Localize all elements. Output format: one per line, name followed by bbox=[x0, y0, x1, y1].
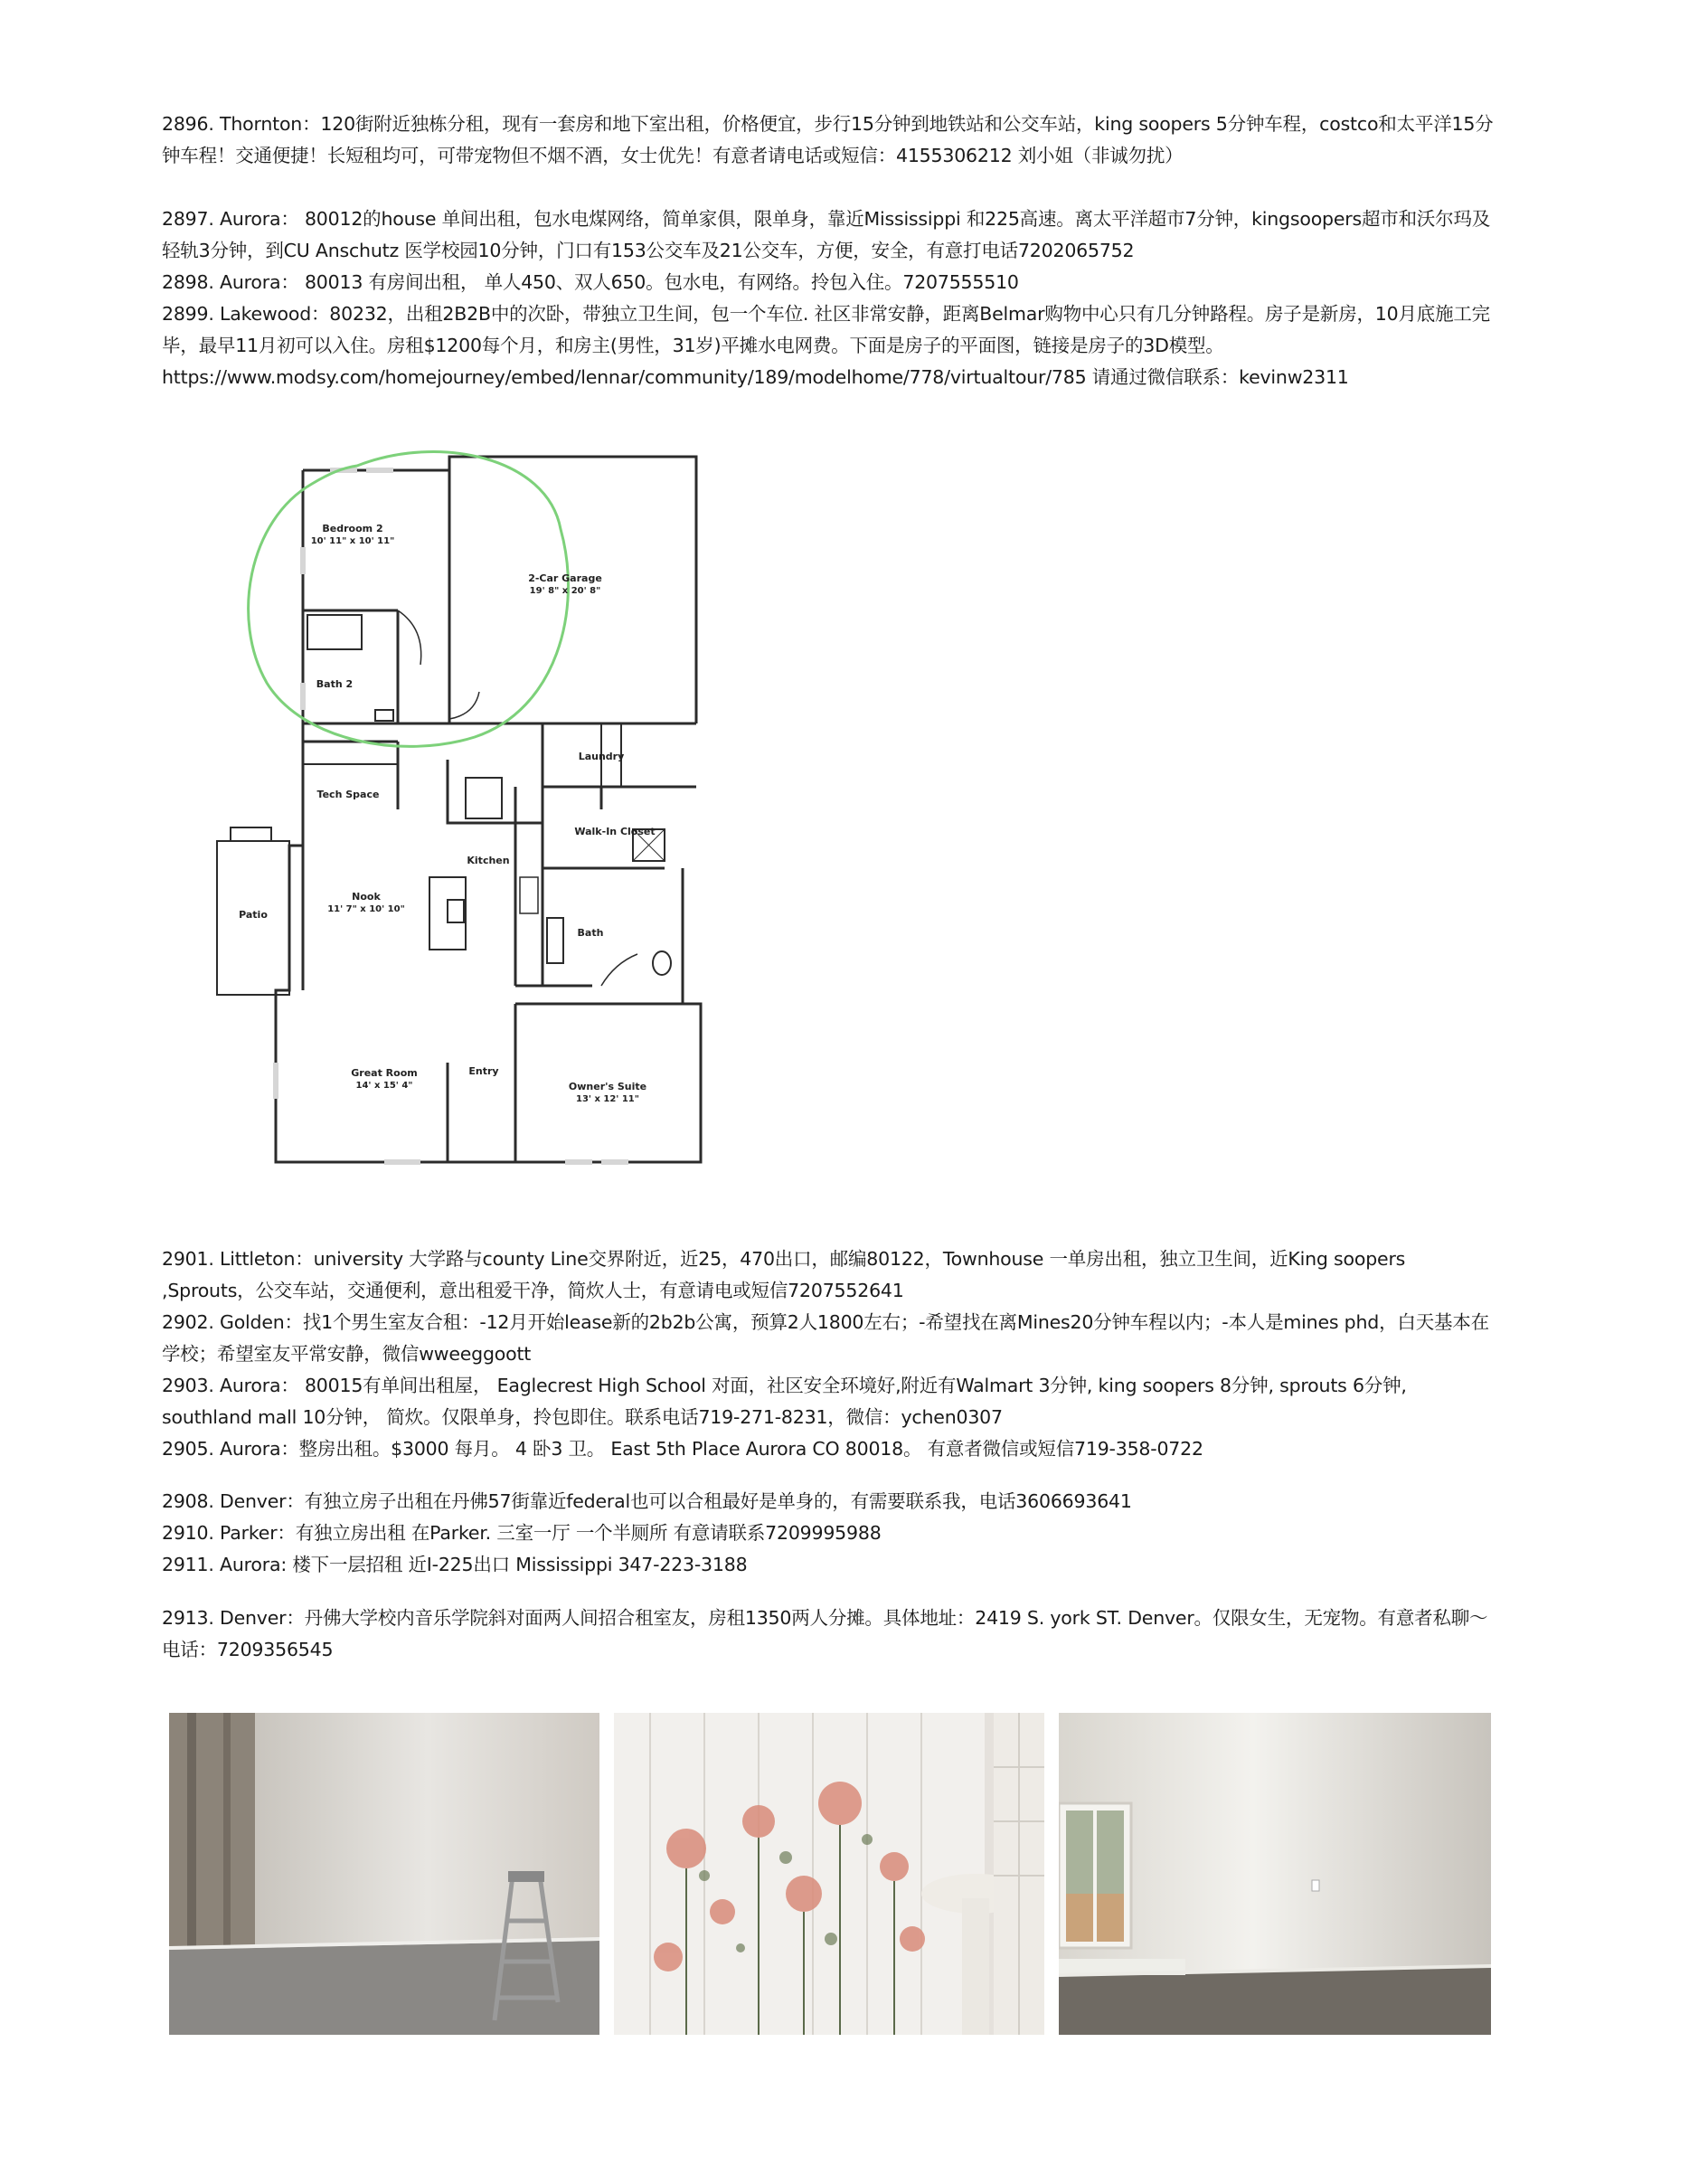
label-owners-suite-size: 13' x 12' 11" bbox=[576, 1094, 639, 1104]
label-walkin-closet: Walk-In Closet bbox=[574, 826, 656, 837]
listing-2908: 2908. Denver：有独立房子出租在丹佛57街靠近federal也可以合租最好是单身的，有需要联系我，电话3606693641 bbox=[162, 1490, 1132, 1512]
listing-2911: 2911. Aurora: 楼下一层招租 近I-225出口 Mississippi 347-223-3188 bbox=[162, 1554, 748, 1575]
photo-bathroom-shower-curtain bbox=[614, 1713, 1044, 2035]
listing-2897: 2897. Aurora： 80012的house 单间出租，包水电煤网络，简单家俱，限单身，靠近Mississippi 和225高速。离太平洋超市7分钟，kingsoopers超市和沃尔玛及轻轨3分钟，到CU Anschutz 医学校园10分钟，门口有153公交车及21公交车，方便，安全，有意打电话7202065752 bbox=[162, 208, 1491, 261]
label-bedroom2: Bedroom 2 bbox=[322, 523, 383, 534]
label-bath2: Bath 2 bbox=[316, 678, 354, 690]
photo-empty-room-ladder bbox=[169, 1713, 599, 2035]
label-great-room-size: 14' x 15' 4" bbox=[355, 1081, 413, 1091]
listing-2899: 2899. Lakewood：80232，出租2B2B中的次卧，带独立卫生间，包一个车位. 社区非常安静，距离Belmar购物中心只有几分钟路程。房子是新房，10月底施工完毕，最早11月初可以入住。房租$1200每个月，和房主(男性，31岁)平摊水电网费。下面是房子的平面图，链接是房子的3D模型。https://www.modsy.com/homejourney/embed/lennar/community/189/modelhome/778/virtualtour/785 请通过微信联系：kevinw2311 bbox=[162, 303, 1490, 388]
highlight-circle bbox=[249, 452, 569, 747]
label-nook-size: 11' 7" x 10' 10" bbox=[327, 904, 405, 914]
listing-2903: 2903. Aurora： 80015有单间出租屋， Eaglecrest High School 对面，社区安全环境好,附近有Walmart 3分钟, king soopers 8分钟, sprouts 6分钟, southland mall 10分钟， 简炊。仅限单身，拎包即住。联系电话719-271-8231，微信：ychen0307 bbox=[162, 1375, 1407, 1428]
label-owners-suite: Owner's Suite bbox=[568, 1081, 647, 1092]
listing-2901: 2901. Littleton：university 大学路与county Line交界附近，近25，470出口，邮编80122，Townhouse 一单房出租，独立卫生间，近King soopers ,Sprouts，公交车站，交通便利，意出租爱干净，简炊人士，有意请电或短信7207552641 bbox=[162, 1248, 1406, 1301]
label-patio: Patio bbox=[239, 909, 268, 921]
floor-plan-image bbox=[203, 448, 710, 1189]
listing-2898: 2898. Aurora： 80013 有房间出租， 单人450、双人650。包水电，有网络。拎包入住。7207555510 bbox=[162, 271, 1019, 293]
listing-2913: 2913. Denver：丹佛大学校内音乐学院斜对面两人间招合租室友，房租1350两人分摊。具体地址：2419 S. york ST. Denver。仅限女生，无宠物。有意者私聊～电话：7209356545 bbox=[162, 1607, 1488, 1660]
label-laundry: Laundry bbox=[578, 751, 625, 762]
label-great-room: Great Room bbox=[351, 1067, 418, 1079]
label-kitchen: Kitchen bbox=[467, 855, 510, 866]
label-tech-space: Tech Space bbox=[316, 789, 380, 800]
label-bedroom2-size: 10' 11" x 10' 11" bbox=[310, 536, 395, 546]
label-garage-size: 19' 8" x 20' 8" bbox=[529, 586, 601, 596]
listing-2905: 2905. Aurora：整房出租。$3000 每月。 4 卧3 卫。 East 5th Place Aurora CO 80018。 有意者微信或短信719-358-0722 bbox=[162, 1438, 1203, 1460]
label-entry: Entry bbox=[468, 1065, 499, 1077]
listing-2902: 2902. Golden：找1个男生室友合租：-12月开始lease新的2b2b公寓，预算2人1800左右；-希望找在离Mines20分钟车程以内；-本人是mines phd，白天基本在学校；希望室友平常安静，微信wweeggoott bbox=[162, 1311, 1489, 1365]
floor-plan-drawing bbox=[203, 448, 710, 1189]
listing-2896: 2896. Thornton：120街附近独栋分租，现有一套房和地下室出租，价格便宜，步行15分钟到地铁站和公交车站，king soopers 5分钟车程，costco和太平洋15分钟车程！交通便捷！长短租均可，可带宠物但不烟不酒，女士优先！有意者请电话或短信：4155306212 刘小姐（非诚勿扰） bbox=[162, 113, 1494, 166]
listing-2910: 2910. Parker：有独立房出租 在Parker. 三室一厅 一个半厕所 有意请联系7209995988 bbox=[162, 1522, 882, 1544]
label-nook: Nook bbox=[352, 891, 381, 903]
photo-empty-room-window bbox=[1059, 1713, 1491, 2035]
label-garage: 2-Car Garage bbox=[528, 572, 602, 584]
label-bath: Bath bbox=[577, 927, 604, 939]
